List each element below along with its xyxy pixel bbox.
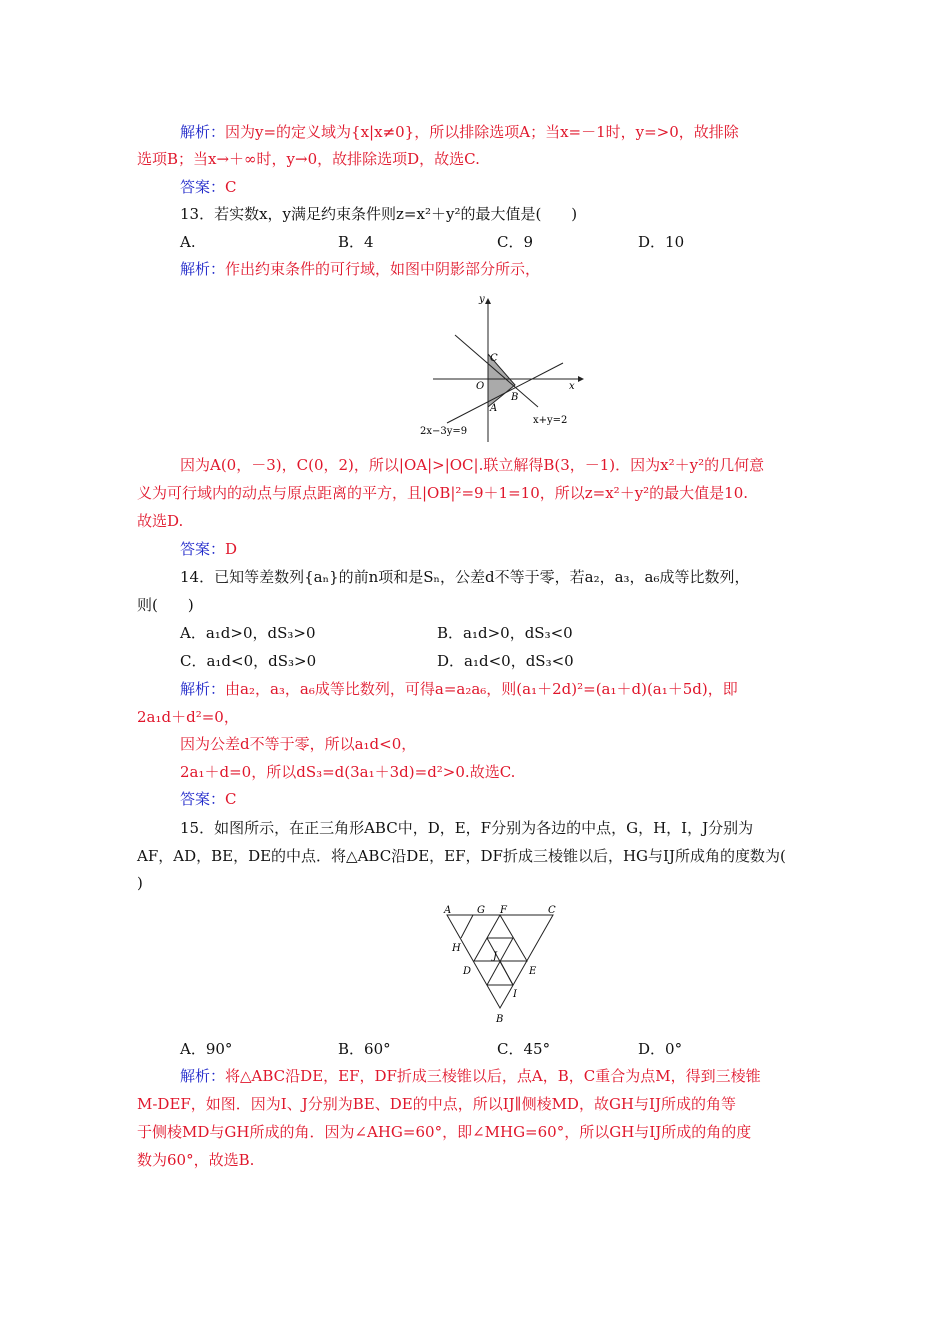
analysis-label: 解析：	[180, 1067, 226, 1085]
label-e: E	[529, 966, 537, 977]
q15-analysis-line-4: 数为60°，故选B.	[137, 1151, 255, 1169]
q15-option-c: C．45°	[497, 1040, 551, 1058]
label-point-c: C	[490, 353, 498, 364]
answer-label: 答案：	[180, 178, 226, 196]
q15-stem-line-1: 15．如图所示，在正三角形ABC中，D，E，F分别为各边的中点，G，H，I，J分别为	[180, 819, 754, 837]
q14-analysis-line-4: 2a₁＋d=0，所以dS₃=d(3a₁＋3d)=d²>0.故选C.	[180, 763, 516, 781]
q13-analysis-line-1: 解析：作出约束条件的可行域，如图中阴影部分所示，	[180, 260, 541, 278]
label-b: B	[496, 1014, 504, 1025]
q15-stem-line-3: )	[137, 874, 143, 892]
q14-option-c: C．a₁d<0，dS₃>0	[180, 652, 317, 670]
q14-stem-line-2: 则( )	[137, 596, 194, 614]
q12-analysis-line-2: 选项B；当x→＋∞时，y→0，故排除选项D，故选C.	[137, 150, 480, 168]
q13-stem: 13．若实数x，y满足约束条件则z=x²＋y²的最大值是( )	[180, 205, 578, 223]
q14-option-d: D．a₁d<0，dS₃<0	[437, 652, 574, 670]
label-point-o: O	[476, 381, 485, 392]
q13-answer: 答案：D	[180, 540, 238, 558]
line-2x-minus-3y-9	[447, 363, 563, 423]
label-point-b: B	[511, 392, 519, 403]
q14-stem-line-1: 14．已知等差数列{aₙ}的前n项和是Sₙ，公差d不等于零，若a₂，a₃，a₆成等比数列，	[180, 568, 750, 586]
q15-option-b: B．60°	[338, 1040, 391, 1058]
q15-analysis-line-1: 解析：将△ABC沿DE，EF，DF折成三棱锥以后，点A，B，C重合为点M，得到三棱锥	[180, 1067, 761, 1085]
q13-feasible-region-figure	[415, 290, 590, 445]
label-point-a: A	[490, 403, 498, 414]
label-x-axis: x	[569, 381, 575, 392]
label-y-axis: y	[479, 294, 485, 305]
analysis-label: 解析：	[180, 260, 226, 278]
answer-label: 答案：	[180, 540, 226, 558]
label-g: G	[477, 905, 485, 916]
q13-analysis-line-3: 义为可行域内的动点与原点距离的平方，且|OB|²=9＋1=10，所以z=x²＋y²的最大值是10.	[137, 484, 749, 502]
q14-option-a: A．a₁d>0，dS₃>0	[180, 624, 316, 642]
analysis-label: 解析：	[180, 123, 226, 141]
label-i: I	[513, 989, 517, 1000]
q15-stem-line-2: AF，AD，BE，DE的中点．将△ABC沿DE，EF，DF折成三棱锥以后，HG与IJ所成角的度数为(	[137, 847, 786, 865]
q14-analysis-line-3: 因为公差d不等于零，所以a₁d<0，	[180, 735, 417, 753]
label-a: A	[444, 905, 452, 916]
label-h: H	[452, 943, 461, 954]
label-d: D	[463, 966, 472, 977]
q14-answer: 答案：C	[180, 790, 237, 808]
label-line-1: x+y=2	[533, 415, 568, 426]
q13-option-d: D．10	[638, 233, 685, 251]
answer-label: 答案：	[180, 790, 226, 808]
q13-option-c: C．9	[497, 233, 534, 251]
q14-analysis-line-2: 2a₁d＋d²=0，	[137, 708, 239, 726]
analysis-label: 解析：	[180, 680, 226, 698]
segment-gh	[461, 915, 473, 938]
q14-analysis-line-1: 解析：由a₂，a₃，a₆成等比数列，可得a=a₂a₆，则(a₁＋2d)²=(a₁＋d)(a₁＋5d)，即	[180, 680, 738, 698]
q12-analysis-line-1: 解析：因为y=的定义域为{x|x≠0}，所以排除选项A；当x=－1时，y=>0，故排除	[180, 123, 739, 141]
label-c: C	[548, 905, 556, 916]
label-f: F	[500, 905, 507, 916]
q13-option-b: B．4	[338, 233, 374, 251]
label-line-2: 2x−3y=9	[420, 426, 468, 437]
x-axis-arrow	[578, 376, 584, 382]
q15-triangle-figure	[435, 903, 565, 1028]
y-axis-arrow	[485, 298, 491, 304]
q12-answer: 答案：C	[180, 178, 237, 196]
q15-option-a: A．90°	[180, 1040, 233, 1058]
q13-analysis-line-4: 故选D.	[137, 512, 184, 530]
q15-analysis-line-3: 于侧棱MD与GH所成的角．因为∠AHG=60°，即∠MHG=60°，所以GH与IJ所成的角的度	[137, 1123, 752, 1141]
q15-option-d: D．0°	[638, 1040, 683, 1058]
label-j: J	[493, 951, 498, 962]
q13-option-a: A.	[180, 233, 196, 251]
q15-analysis-line-2: M-DEF，如图．因为I、J分别为BE、DE的中点，所以IJ∥侧棱MD，故GH与IJ所成的角等	[137, 1095, 736, 1113]
q14-option-b: B．a₁d>0，dS₃<0	[437, 624, 573, 642]
q13-analysis-line-2: 因为A(0，－3)，C(0，2)，所以|OA|>|OC|.联立解得B(3，－1)．因为x²＋y²的几何意	[180, 456, 765, 474]
